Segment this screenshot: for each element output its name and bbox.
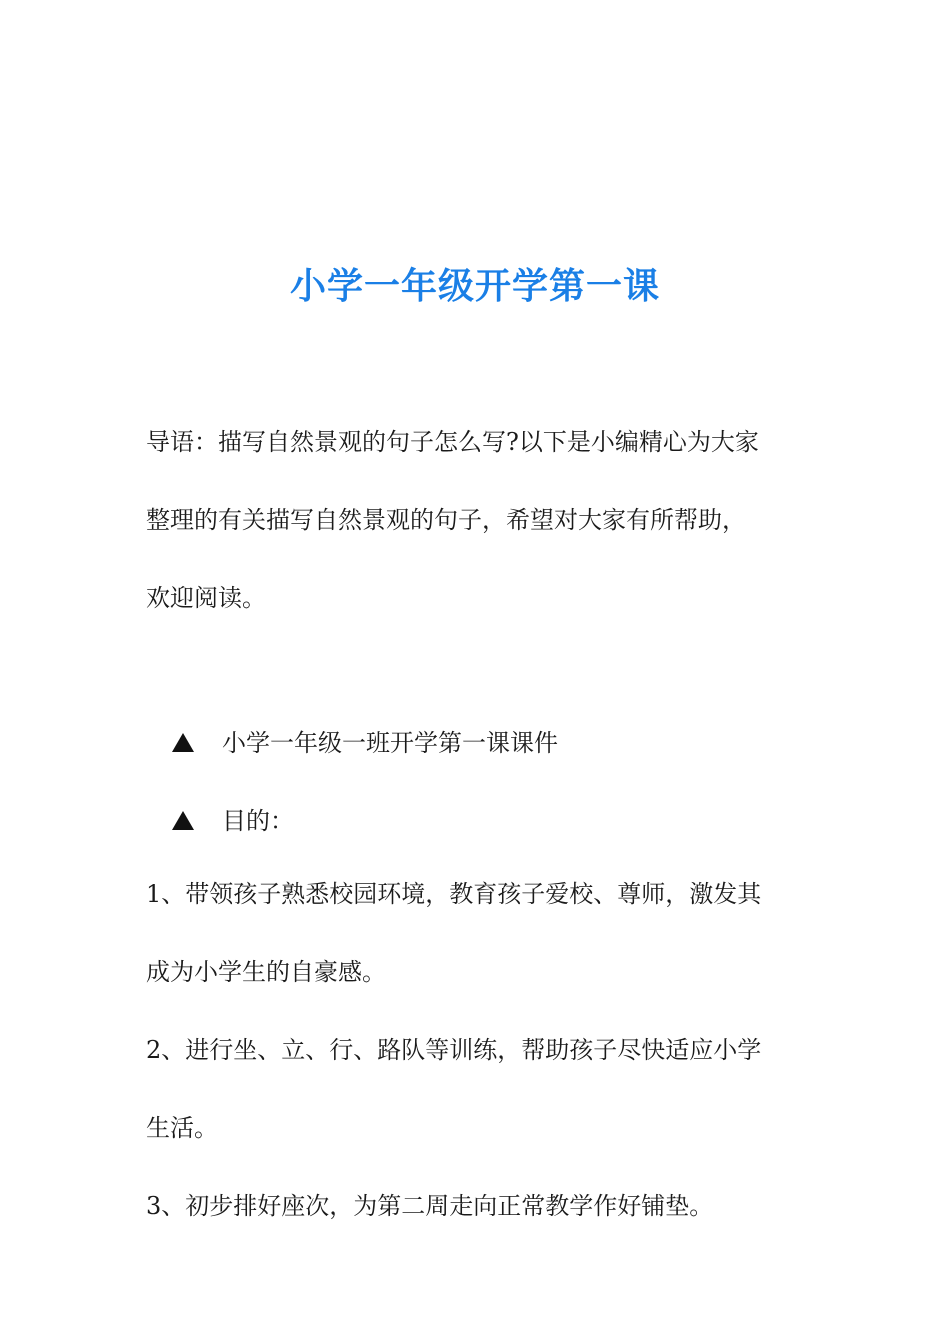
intro-line: 整理的有关描写自然景观的句子，希望对大家有所帮助， [146,506,746,534]
bullet-text: 目的： [222,807,294,835]
bullet-item [146,782,806,860]
document-title: 小学一年级开学第一课 [289,266,660,307]
item-line: 2、进行坐、立、行、路队等训练，帮助孩子尽快适应小学 [146,1036,762,1064]
bullet-item [146,704,806,782]
item-line: 成为小学生的自豪感。 [146,958,386,986]
bullet-text: 小学一年级一班开学第一课课件 [222,729,558,757]
numbered-items [146,855,806,1245]
item-line: 生活。 [146,1114,218,1142]
intro-line: 导语：描写自然景观的句子怎么写?以下是小编精心为大家 [146,428,759,456]
triangle-bullet-icon [172,811,194,830]
item-line: 3、初步排好座次，为第二周走向正常教学作好铺垫。 [146,1192,714,1220]
item-line: 1、带领孩子熟悉校园环境，教育孩子爱校、尊师，激发其 [146,880,762,908]
bullet-list [146,704,806,860]
intro-line: 欢迎阅读。 [146,584,266,612]
triangle-bullet-icon [172,733,194,752]
intro-paragraph [146,403,806,637]
